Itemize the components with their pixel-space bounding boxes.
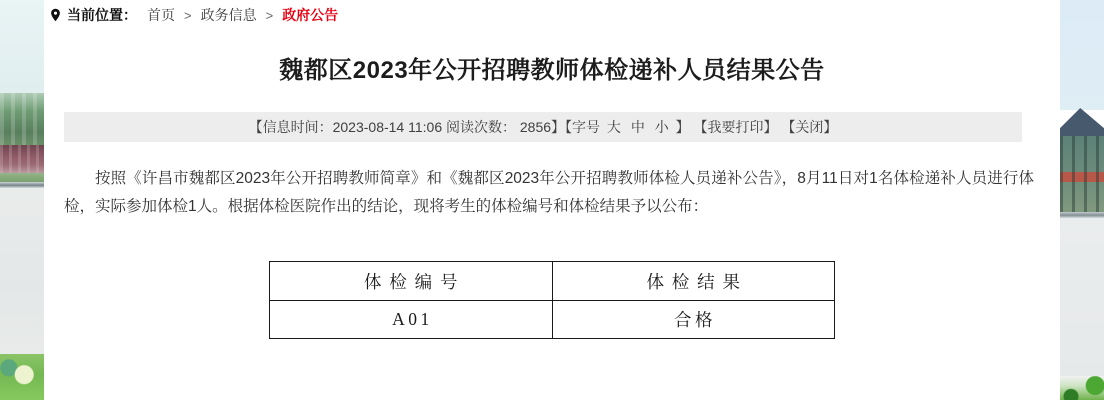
font-size-medium-button[interactable]: 中	[630, 119, 645, 135]
cell-exam-number: A01	[270, 301, 553, 339]
table-header-row	[270, 262, 835, 301]
cell-exam-result: 合格	[552, 301, 835, 339]
breadcrumb-label: 当前位置：	[67, 7, 137, 23]
pavilion-body	[1060, 136, 1104, 212]
left-flowers-band	[0, 145, 44, 173]
breadcrumb	[44, 0, 1060, 24]
right-sky-band	[1060, 0, 1104, 110]
close-button[interactable]: 【关闭】	[781, 119, 838, 135]
breadcrumb-separator: >	[265, 7, 274, 23]
left-sky-band	[0, 0, 44, 93]
breadcrumb-separator: >	[184, 7, 192, 23]
left-scenery-image	[0, 0, 44, 400]
right-water-band	[1060, 218, 1104, 376]
left-water-band	[0, 188, 44, 354]
location-pin-icon	[48, 7, 63, 23]
meta-info-text: 【信息时间：2023-08-14 11:06 阅读次数： 2856】【字号	[248, 119, 601, 135]
breadcrumb-item-current: 政府公告	[282, 7, 339, 23]
font-size-small-button[interactable]: 小	[654, 119, 669, 135]
result-table	[269, 261, 835, 339]
article-meta-bar	[64, 112, 1022, 142]
font-size-large-button[interactable]: 大	[606, 119, 621, 135]
left-trees-band	[0, 93, 44, 145]
breadcrumb-item-home[interactable]: 首页	[147, 7, 175, 23]
content-area	[44, 0, 1060, 400]
meta-bracket-close: 】	[675, 119, 690, 135]
table-header-exam-number: 体检编号	[270, 262, 553, 301]
page-title: 魏都区2023年公开招聘教师体检递补人员结果公告	[279, 57, 825, 84]
pavilion-roof	[1060, 108, 1104, 136]
article-paragraph: 按照《许昌市魏都区2023年公开招聘教师简章》和《魏都区2023年公开招聘教师体检人员递补公告》，8月11日对1名体检递补人员进行体检，实际参加体检1人。根据体检医院作出的结论，现将考生的体检编号和体检结果予以公布：	[64, 170, 1034, 215]
left-bushes-band	[0, 173, 44, 182]
breadcrumb-item-gov-info[interactable]: 政务信息	[200, 7, 257, 23]
table-row	[270, 301, 835, 339]
table-header-exam-result: 体检结果	[552, 262, 835, 301]
right-scenery-image	[1060, 0, 1104, 400]
print-button[interactable]: 【我要打印】	[693, 119, 778, 135]
left-lotus-leaves	[0, 354, 44, 400]
right-lotus-leaves	[1060, 376, 1104, 400]
